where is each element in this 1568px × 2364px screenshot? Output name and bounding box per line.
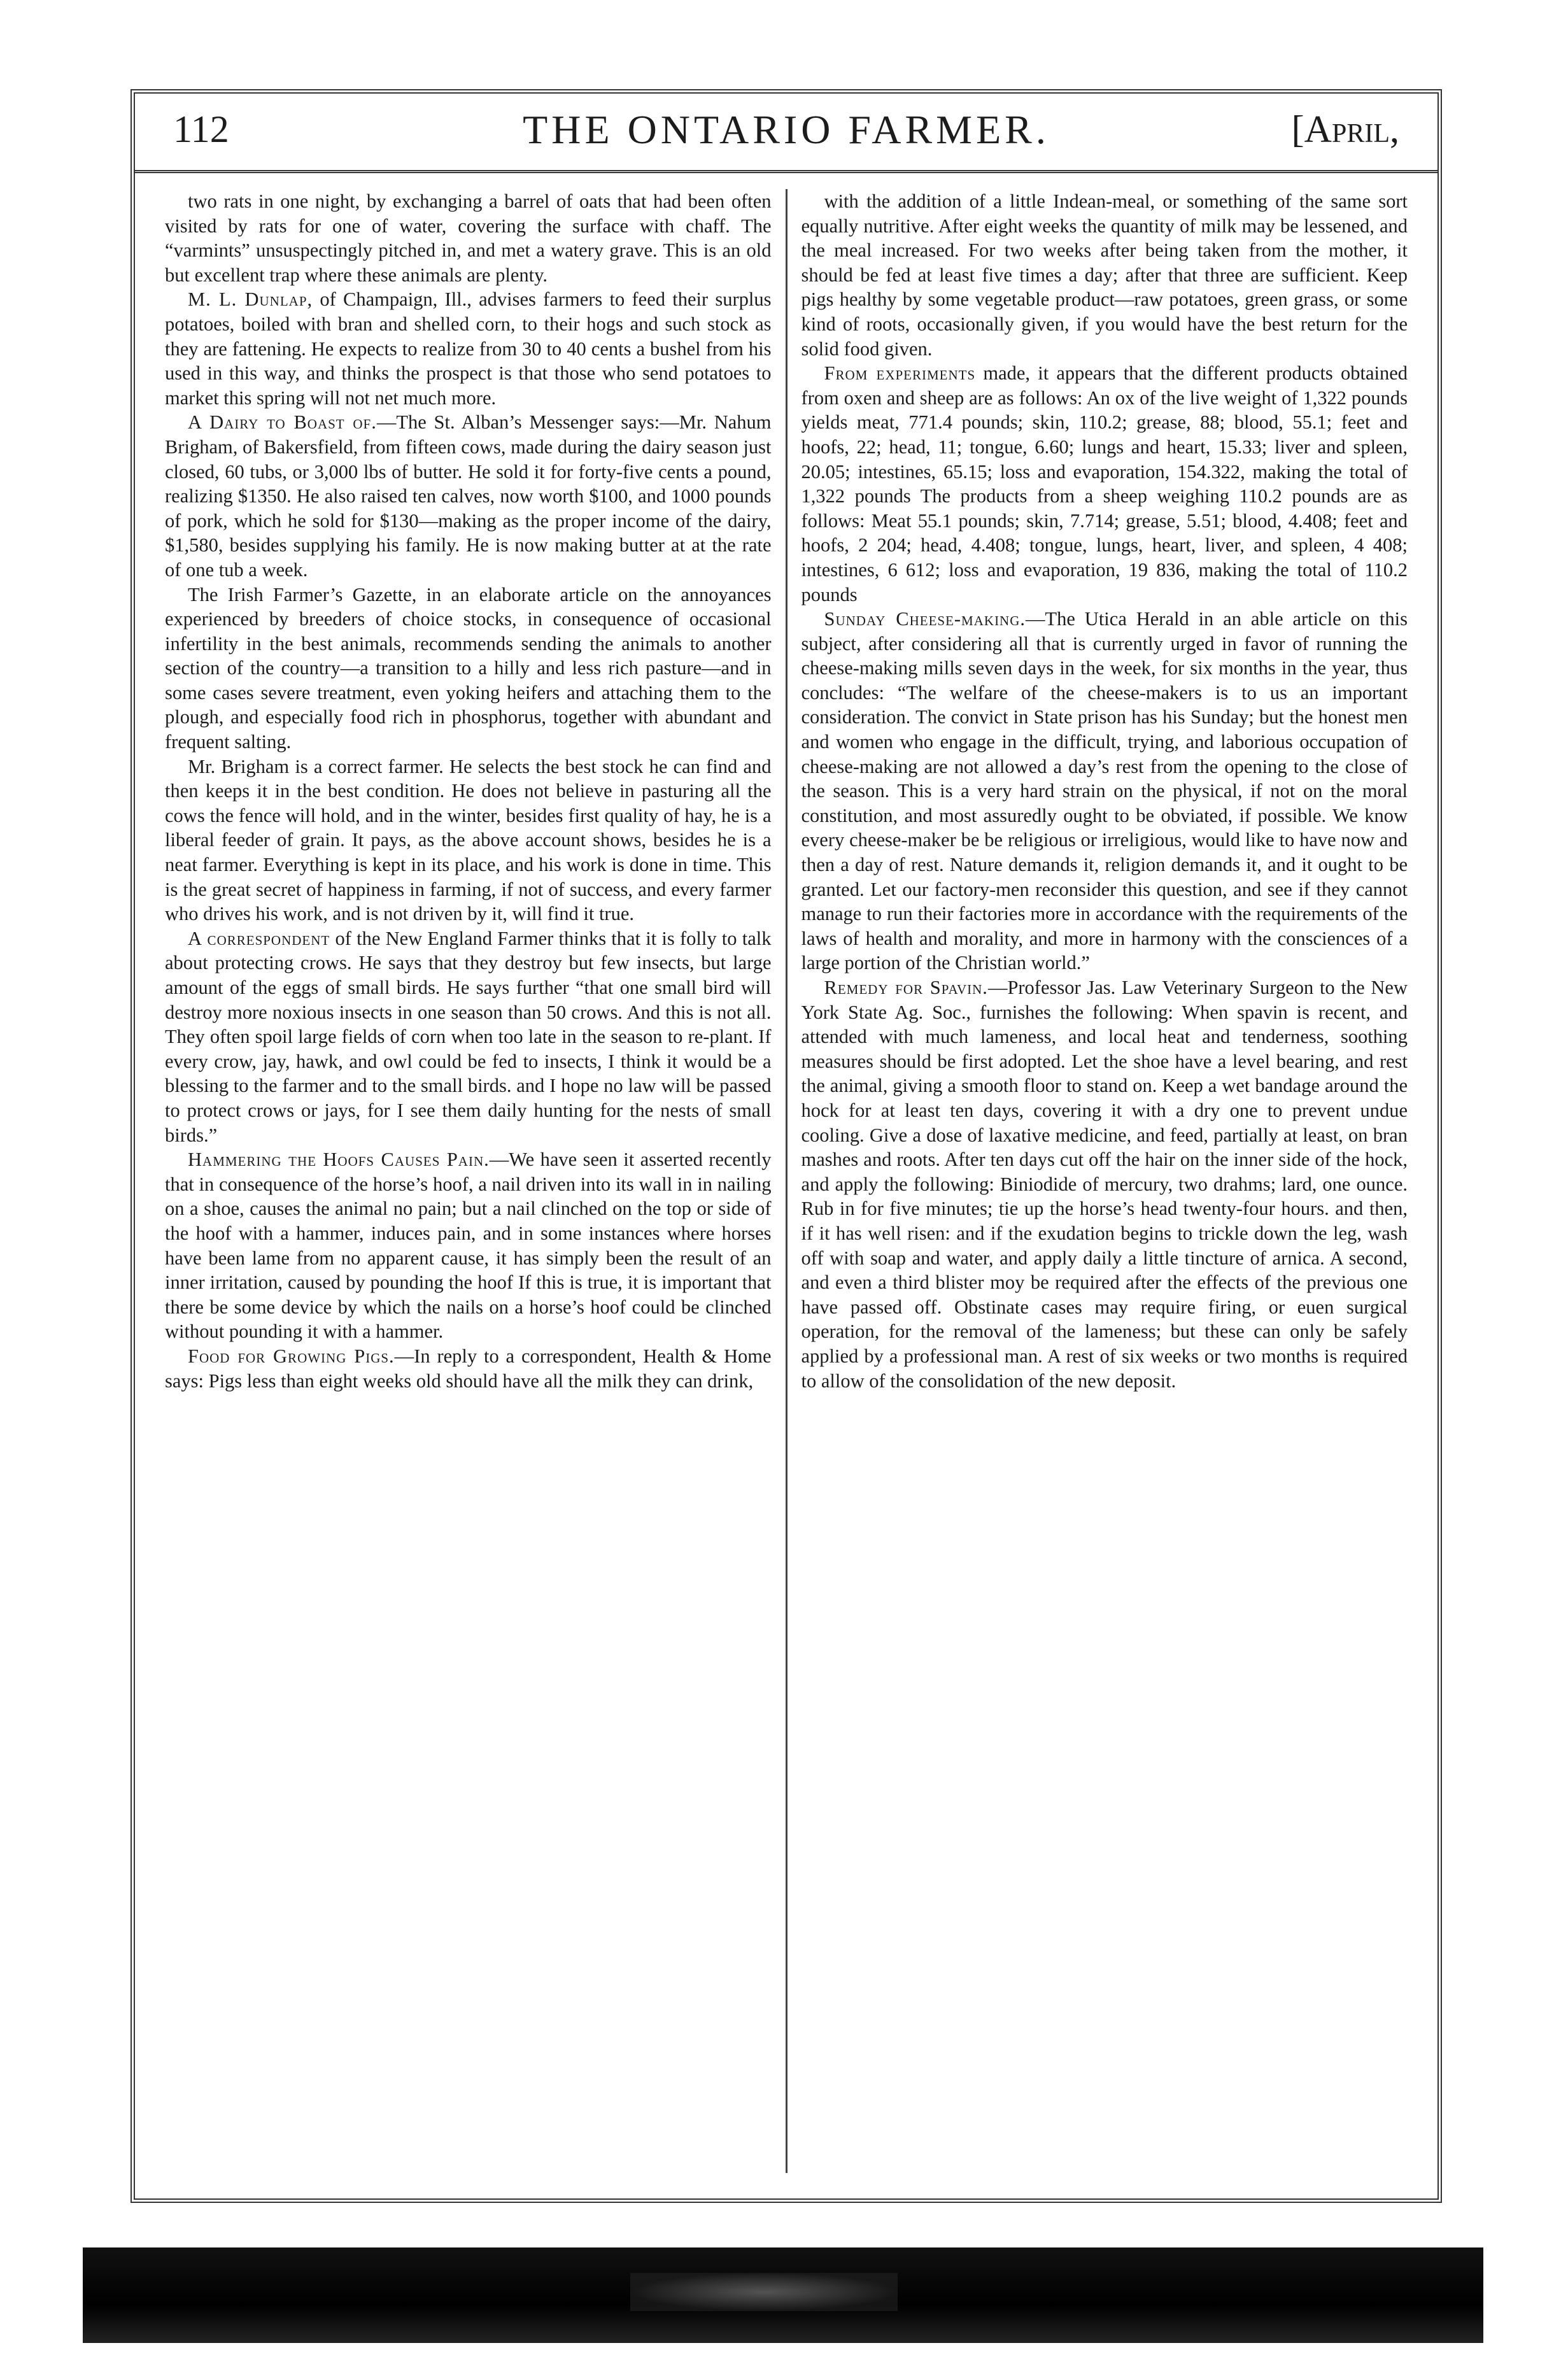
paragraph-text: of Champaign, Ill., advises farmers to feed their surplus potatoes, boiled with bran and shelled corn, to their hogs and such stock as they are fattening. He expects to realize from 30 to 40 cents a bushel from his used in this way, and thinks the prospect is that those who send potatoes to market this spring will not net much more. [165, 288, 772, 409]
paragraph-text: —The Utica Herald in an able article on this subject, after considering all that is currently urged in favor of running the cheese-making mills seven days in the week, for six months in the year, thus concludes: “The welfare of the cheese-makers is to us an important consideration. The convict in State prison has his Sunday; but the honest men and women who engage in the difficult, trying, and laborious occupation of cheese-making are not allowed a day’s rest from the opening to the close of the season. This is a very hard strain on the physical, if not on the moral constitution, and most assuredly ought to be obviated, if possible. We know every cheese-maker be be religious or irreligious, would like to have now and then a day of rest. Nature demands it, religion demands it, and it ought to be granted. Let our factory-men reconsider this question, and see if they cannot manage to run their factories more in accordance with the requirements of the laws of health and morality, and more in harmony with the consciences of a large portion of the Christian world.” [801, 608, 1408, 974]
journal-title: THE ONTARIO FARMER. [523, 107, 1050, 152]
paragraph-text: —We have seen it asserted recently that in consequence of the horse’s hoof, a nail driven into its wall in in nailing on a shoe, causes the animal no pain; but a nail clinched on the top or side of the hoof with a hammer, induces pain, and in some instances where horses have been lame from no apparent cause, it has simply been the result of an inner irritation, caused by pounding the hoof If this is true, it is important that there be some device by which the nails on a horse’s hoof could be clinched without pounding it with a hammer. [165, 1149, 772, 1343]
paragraph-lead: M. L. Dunlap, [188, 288, 313, 311]
paragraph-lead: Food for Growing Pigs. [188, 1345, 395, 1367]
page-number: 112 [173, 108, 229, 150]
paragraph-text: —Professor Jas. Law Veterinary Surgeon to the New York State Ag. Soc., furnishes the following: When spavin is recent, and attended with much lameness, and local heat and tenderness, soothing measures should be first adopted. Let the shoe have a level bearing, and rest the animal, giving a smooth floor to stand on. Keep a wet bandage around the hock for at least ten days, covering it with a dry one to prevent undue cooling. Give a dose of laxative medicine, and feed, partially at least, on bran mashes and roots. After ten days cut off the hair on the inner side of the hock, and apply the following: Biniodide of mercury, two drahms; lard, one ounce. Rub in for five minutes; tie up the horse’s head twenty-four hours. and then, if it has well risen: and if the exudation begins to trickle down the leg, wash off with soap and water, and apply daily a little tincture of arnica. A second, and even a third blister moy be required after the effects of the previous one have passed off. Obstinate cases may require firing, or euen surgical operation, for the removal of the lameness; but these can only be safely applied by a professional man. A rest of six weeks or two months is required to allow of the consolidation of the new deposit. [801, 977, 1408, 1392]
article-paragraph [802, 975, 1408, 1393]
paragraph-lead: Hammering the Hoofs Causes Pain. [188, 1149, 490, 1171]
paragraph-text: with the addition of a little Indean-meal, or something of the same sort equally nutritive. After eight weeks the quantity of milk may be lessened, and the meal increased. For two weeks after being taken from the mother, it should be fed at least five times a day; after that three are sufficient. Keep pigs healthy by some vegetable product—raw potatoes, green grass, or some kind of roots, occasionally given, if you would have the best return for the solid food given. [801, 190, 1408, 360]
paragraph-text: of the New England Farmer thinks that it is folly to talk about protecting crows. He says that they destroy but few insects, but large amount of the eggs of small birds. He says further “that one small bird will destroy more noxious insects in one season than 50 crows. And this is not all. They often spoil large fields of corn when too late in the season to re-plant. If every crow, jay, hawk, and owl could be fed to insects, I think it would be a blessing to the farmer and to the small birds. and I hope no law will be passed to protect crows or jays, for I see them daily hunting for the nests of small birds.” [165, 927, 772, 1146]
paragraph-text: two rats in one night, by exchanging a barrel of oats that had been often visited by rats for one of water, covering the surface with chaff. The “varmints” unsuspectingly pitched in, and met a watery grave. This is an old but excellent trap where these animals are plenty. [165, 190, 772, 286]
paragraph-lead: A Dairy to Boast of. [188, 411, 377, 434]
article-paragraph [165, 1344, 772, 1393]
paragraph-lead: Remedy for Spavin. [824, 977, 988, 998]
paragraph-lead: A correspondent [188, 927, 330, 949]
paragraph-lead: Sunday Cheese-making. [824, 608, 1026, 630]
paragraph-text: —In reply to a correspondent, Health & Home says: Pigs less than eight weeks old should have all the milk they can drink, [165, 1345, 772, 1392]
page-frame [131, 89, 1442, 2203]
page-header [135, 94, 1437, 173]
article-paragraph [165, 410, 772, 582]
paragraph-lead: From experiments [824, 362, 976, 385]
issue-month: [April, [1291, 108, 1399, 150]
article-paragraph [165, 189, 772, 287]
article-paragraph [165, 754, 772, 926]
article-paragraph [802, 361, 1408, 607]
article-paragraph [165, 287, 772, 410]
article-paragraph [165, 583, 772, 754]
article-columns [151, 189, 1422, 2173]
paragraph-text: The Irish Farmer’s Gazette, in an elaborate article on the annoyances experienced by breeders of choice stocks, in consequence of occasional infertility in the best animals, recommends sending the animals to another section of the country—a transition to a hilly and less rich pasture—and in some cases severe treatment, even yoking heifers and attaching them to the plough, and especially food rich in phosphorus, together with abundant and frequent salting. [165, 583, 772, 753]
paragraph-text: made, it appears that the different products obtained from oxen and sheep are as follows: An ox of the live weight of 1,322 pounds yields meat, 771.4 pounds; skin, 110.2; grease, 88; blood, 55.1; feet and hoofs, 22; head, 11; tongue, 6.60; lungs and heart, 15.33; liver and spleen, 20.05; intestines, 65.15; loss and evaporation, 154.322, making the total of 1,322 pounds The products from a sheep weighing 110.2 pounds are as follows: Meat 55.1 pounds; skin, 7.714; grease, 5.51; blood, 4.408; feet and hoofs, 2 204; head, 4.408; tongue, lungs, heart, liver, and spleen, 4 408; intestines, 6 612; loss and evaporation, 19 836, making the total of 110.2 pounds [801, 362, 1408, 605]
article-paragraph [165, 926, 772, 1147]
paragraph-text: Mr. Brigham is a correct farmer. He selects the best stock he can find and then keeps it in the best condition. He does not believe in pasturing all the cows the fence will hold, and in the winter, besides first quality of hay, he is a liberal feeder of grain. It pays, as the above account shows, besides he is a neat farmer. Everything is kept in its place, and his work is done in time. This is the great secret of happiness in farming, if not of success, and every farmer who drives his work, and is not driven by it, will find it true. [165, 755, 772, 925]
article-paragraph [165, 1147, 772, 1344]
left-column [151, 189, 788, 2173]
scan-margin-bar [83, 2247, 1483, 2343]
article-paragraph [802, 607, 1408, 975]
article-paragraph [802, 189, 1408, 361]
scan-noise [630, 2273, 898, 2311]
right-column [788, 189, 1422, 2173]
paragraph-text: —The St. Alban’s Messenger says:—Mr. Nahum Brigham, of Bakersfield, from fifteen cows, made during the dairy season just closed, 60 tubs, or 3,000 lbs of butter. He sold it for forty-five cents a pound, realizing $1350. He also raised ten calves, now worth $100, and 1000 pounds of pork, which he sold for $130—making as the proper income of the dairy, $1,580, besides supplying his family. He is now making butter at at the rate of one tub a week. [165, 411, 772, 581]
